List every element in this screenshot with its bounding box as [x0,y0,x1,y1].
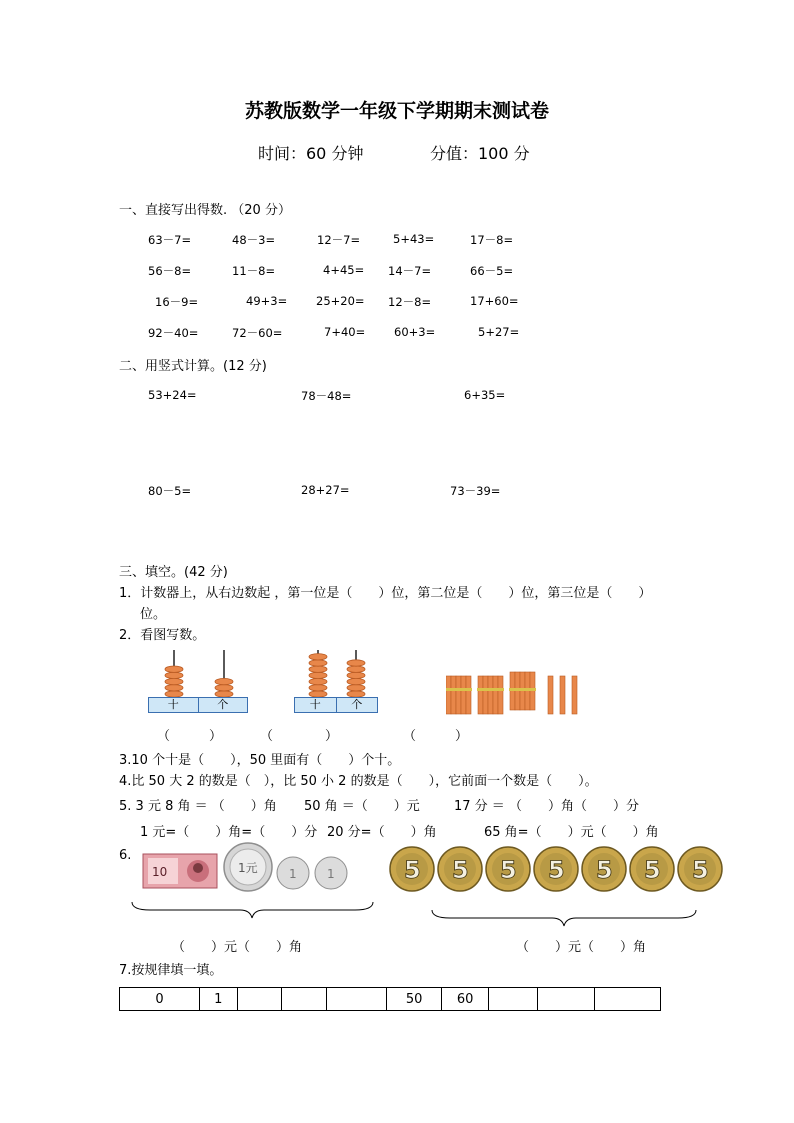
question-6-answer-left: （ ）元（ ）角 [172,940,303,955]
question-6-answer-right: （ ）元（ ）角 [516,940,647,955]
abacus-bead [309,678,327,684]
coin-value-label: 5 [596,856,613,884]
sequence-cell[interactable] [489,988,537,1011]
abacus-bead [165,666,183,672]
stick-bundle-icon [446,676,472,714]
coin-value-label: 5 [452,856,469,884]
single-stick-icon [572,676,577,714]
ones-place-label: 个 [217,698,229,711]
one-jiao-coin-icon [315,857,347,889]
equation: 11－8= [232,264,276,278]
equation: 56－8= [148,264,192,278]
banknote-value: 10 [152,865,168,879]
equation: 63－7= [148,233,192,247]
five-jiao-coin-icon [390,847,434,891]
equation: 66－5= [470,264,514,278]
abacus-bead [215,678,233,684]
coin-value-label: 5 [500,856,517,884]
question-1-continued: 位。 [140,607,167,622]
equation: 4+45= [323,263,365,277]
tens-beads [309,654,327,698]
tens-beads [165,666,183,697]
section2-heading: 二、用竖式计算。(12 分) [119,359,267,374]
equation: 12－8= [388,295,432,309]
big-coin-value: 1元 [238,861,258,875]
abacus-bead [165,685,183,691]
equation: 5+43= [393,232,435,246]
abacus-bead [165,678,183,684]
question-5-part: 5. 3 元 8 角 ＝ （ ）角 [119,799,277,814]
question-3: 3.10 个十是（ ），50 里面有（ ）个十。 [119,753,401,768]
abacus-bead [215,685,233,691]
brace-left [130,898,375,920]
abacus-bead [165,672,183,678]
small-coin-value: 1 [289,867,297,881]
coin-value-label: 5 [692,856,709,884]
ones-place-label: 个 [351,698,363,711]
question-6-label: 6. [119,848,132,863]
exam-time: 时间：60 分钟 [258,144,364,163]
sequence-cell: 50 [387,988,441,1011]
exam-score: 分值：100 分 [430,144,530,163]
single-stick-icon [548,676,553,714]
abacus-bead [347,685,365,691]
table-row [120,988,661,1011]
question-5-part: 17 分 ＝ （ ）角（ ）分 [454,799,639,814]
five-jiao-coin-icon [582,847,626,891]
vertical-calc-problem: 78－48= [301,389,352,403]
equation: 14－7= [388,264,432,278]
page-title: 苏教版数学一年级下学期期末测试卷 [244,100,549,122]
single-stick-icon [560,676,565,714]
abacus-bead [309,660,327,666]
vertical-calc-problem: 28+27= [301,483,350,497]
stick-bundles-image [446,670,586,716]
coin-value-label: 5 [404,856,421,884]
sequence-cell[interactable] [594,988,660,1011]
ones-beads [347,660,365,697]
ones-beads [215,678,233,697]
answer-blank: （ ） [260,729,339,744]
equation: 17+60= [470,294,519,308]
abacus-bead [309,685,327,691]
abacus-base-1 [148,697,248,713]
sequence-cell[interactable] [281,988,326,1011]
ten-yuan-banknote-icon [143,854,217,888]
vertical-calc-problem: 6+35= [464,388,506,402]
question-5-part: 50 角 ＝（ ）元 [304,799,420,814]
tens-place-label: 十 [295,698,337,712]
one-jiao-coin-icon [277,857,309,889]
vertical-calc-problem: 80－5= [148,484,192,498]
equation: 16－9= [155,295,199,309]
stick-bundle-icon [509,672,536,710]
sequence-cell[interactable] [237,988,281,1011]
abacus-diagram-2 [294,648,378,698]
abacus-bead [347,678,365,684]
section1-heading: 一、直接写出得数. （20 分） [119,203,291,218]
abacus-diagram-1 [148,648,248,698]
coin-value-label: 5 [644,856,661,884]
equation: 72－60= [232,326,283,340]
abacus-bead [309,666,327,672]
equation: 17－8= [470,233,514,247]
tens-place-label: 十 [149,698,199,712]
sequence-cell[interactable] [327,988,387,1011]
sequence-cell: 60 [441,988,489,1011]
equation: 49+3= [246,294,288,308]
sequence-cell[interactable] [537,988,594,1011]
question-5-part: 1 元=（ ）角=（ ）分 [140,825,318,840]
abacus-bead [347,672,365,678]
sequence-table [119,987,661,1011]
abacus-bead [309,654,327,660]
question-1: 1．计数器上，从右边数起 ，第一位是（ ）位，第二位是（ ）位，第三位是（ ） [119,586,652,601]
one-yuan-coin-icon [224,843,272,891]
equation: 60+3= [394,325,436,339]
five-jiao-coins-image [388,845,728,893]
abacus-bead [309,672,327,678]
answer-blank: （ ） [157,729,223,744]
equation: 5+27= [478,325,520,339]
vertical-calc-problem: 73－39= [450,484,501,498]
five-jiao-coin-icon [630,847,674,891]
abacus-base-2 [294,697,378,713]
equation: 48－3= [232,233,276,247]
five-jiao-coin-icon [438,847,482,891]
brace-right [430,906,700,928]
equation: 7+40= [324,325,366,339]
vertical-calc-problem: 53+24= [148,388,197,402]
question-5-part: 65 角=（ ）元（ ）角 [484,825,659,840]
abacus-bead [347,666,365,672]
section3-heading: 三、填空。(42 分) [119,565,228,580]
small-coin-value: 1 [327,867,335,881]
five-jiao-coin-icon [678,847,722,891]
five-jiao-coin-icon [486,847,530,891]
equation: 92－40= [148,326,199,340]
answer-blank: （ ） [403,729,469,744]
money-image-left [140,842,355,892]
abacus-bead [347,660,365,666]
stick-bundle-icon [477,676,504,714]
equation: 12－7= [317,233,361,247]
question-2: 2．看图写数。 [119,628,206,643]
five-jiao-coin-icon [534,847,578,891]
sequence-cell: 1 [199,988,237,1011]
sequence-cell: 0 [120,988,200,1011]
question-5-part: 20 分=（ ）角 [327,825,437,840]
question-4: 4.比 50 大 2 的数是（ ），比 50 小 2 的数是（ ），它前面一个数是（ ）。 [119,774,598,789]
coin-value-label: 5 [548,856,565,884]
question-7: 7.按规律填一填。 [119,963,223,978]
equation: 25+20= [316,294,365,308]
